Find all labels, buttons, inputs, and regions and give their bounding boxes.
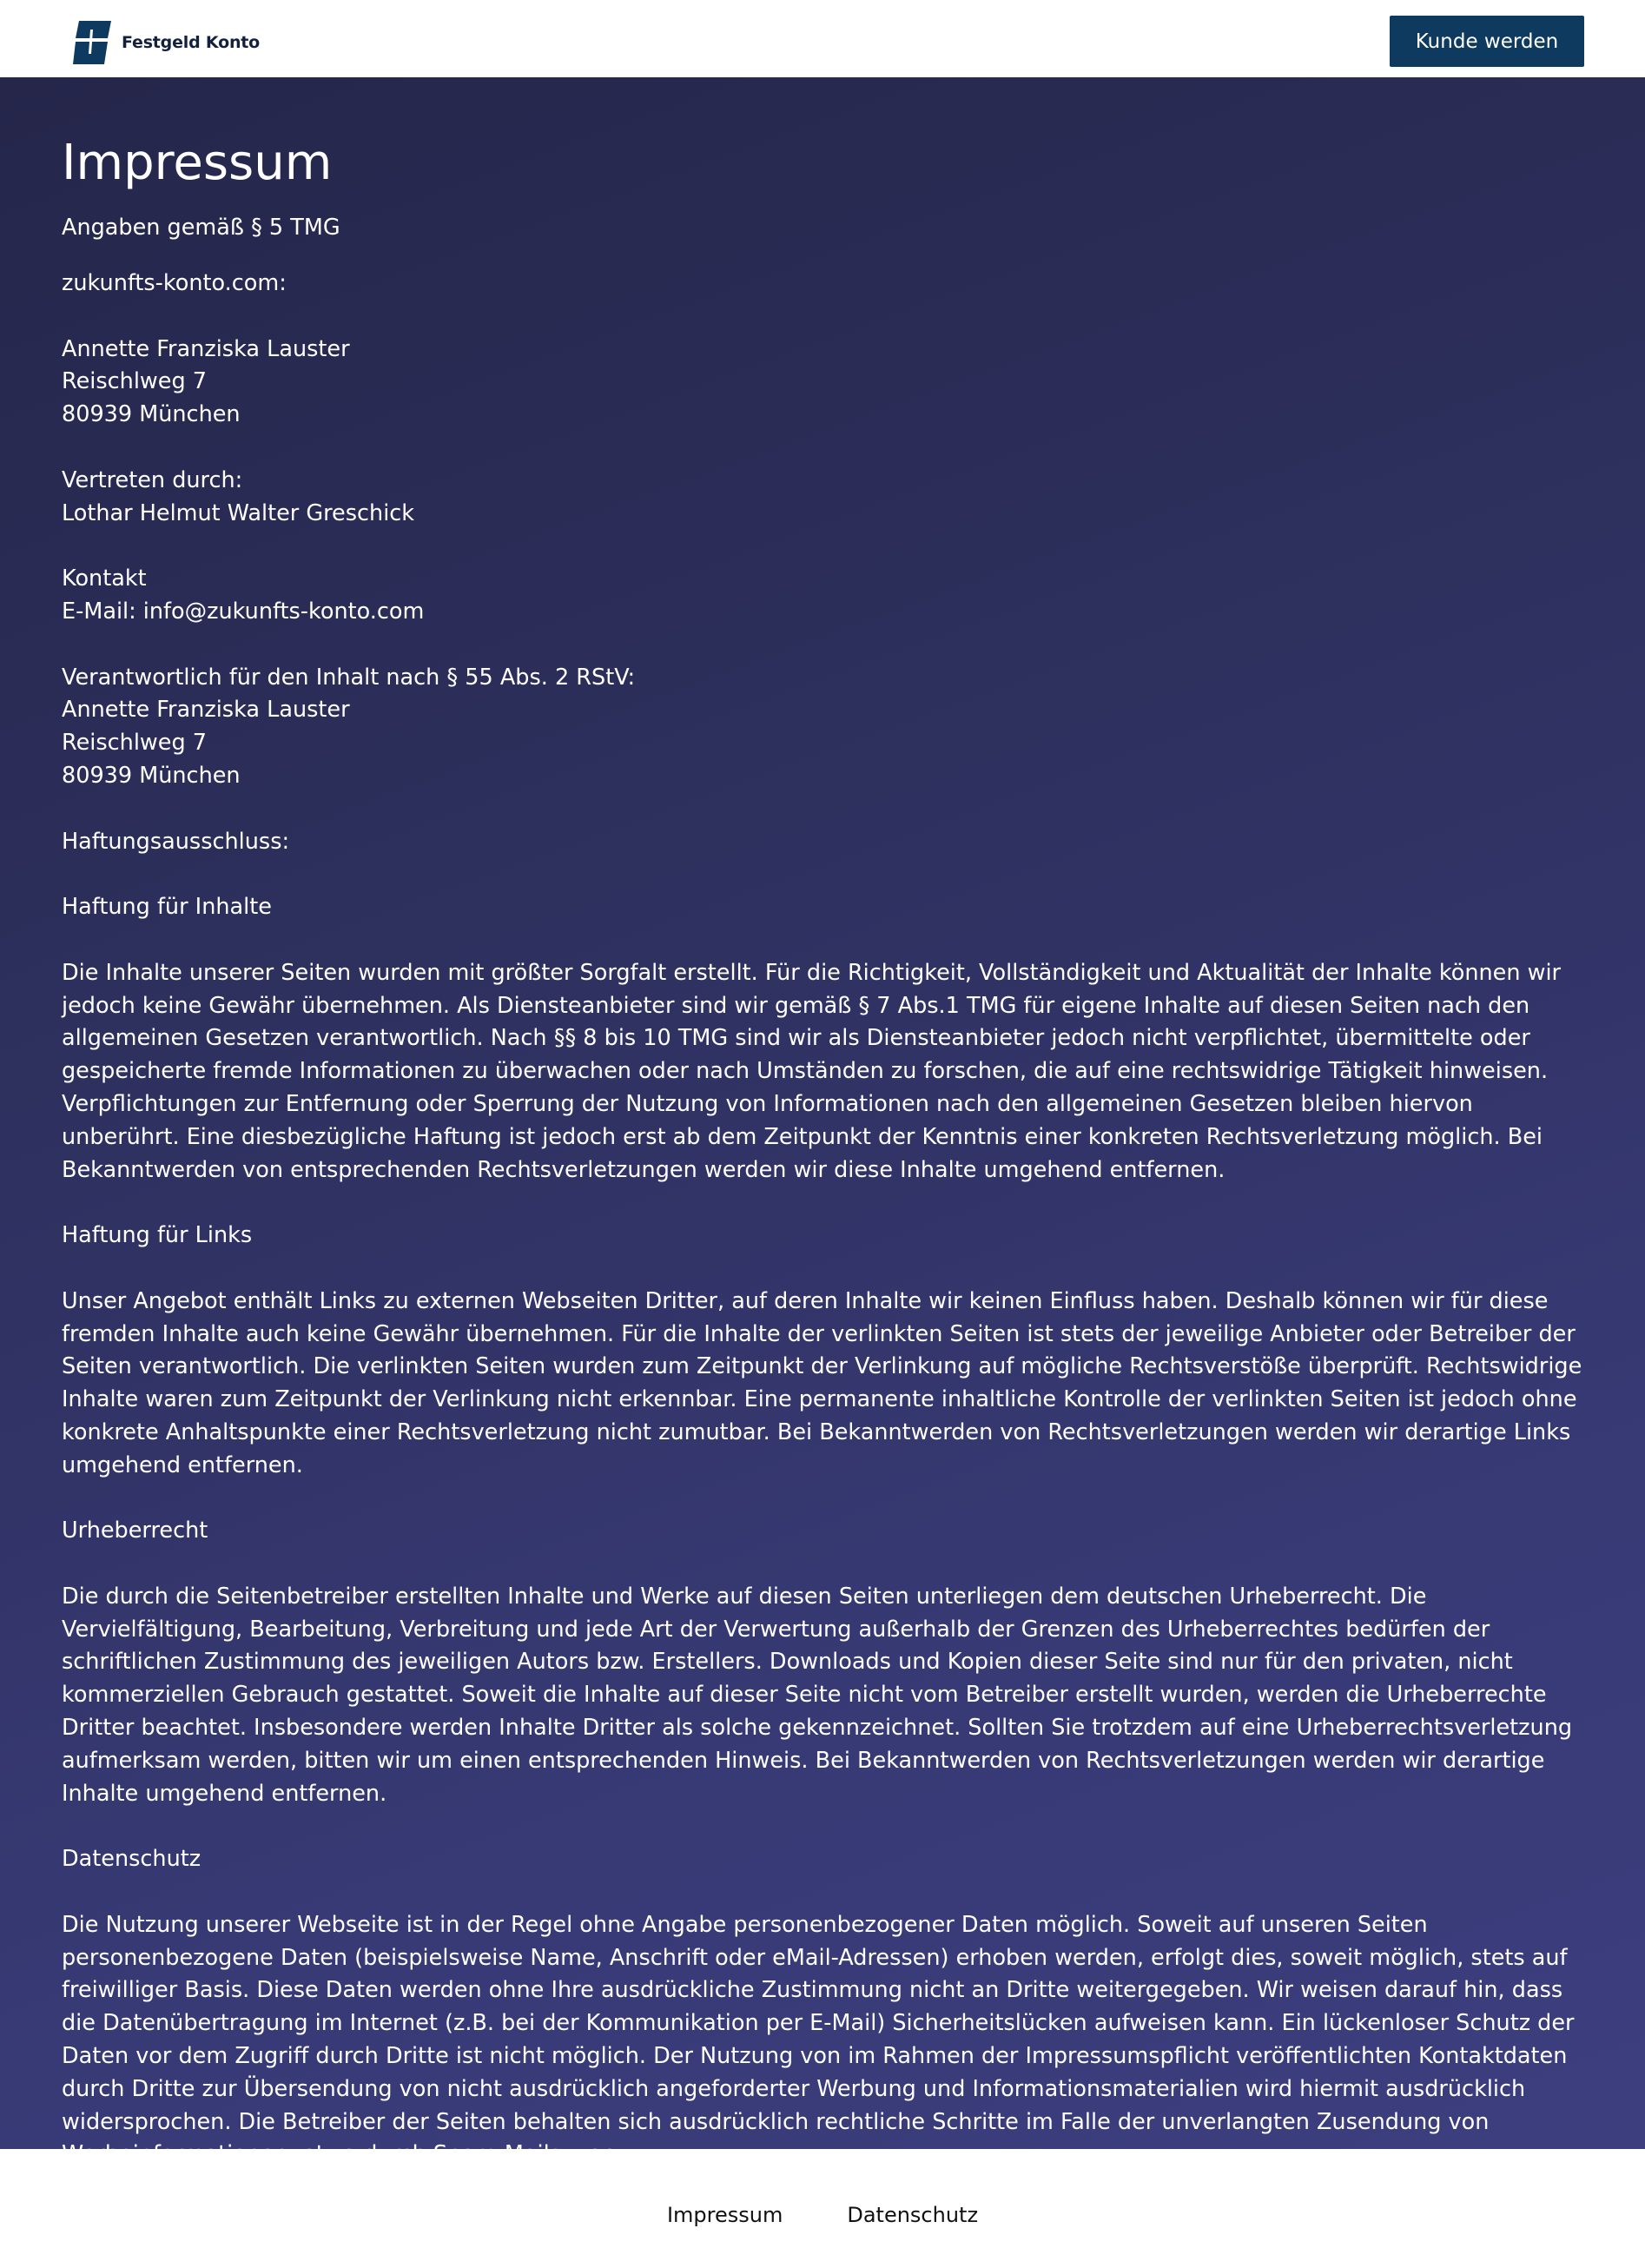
footer-nav (0, 2203, 1645, 2227)
squares-logo-icon (73, 21, 113, 64)
logo-text: Festgeld Konto (122, 33, 261, 52)
page-subtitle: Angaben gemäß § 5 TMG (62, 215, 340, 241)
footer (0, 2149, 1645, 2268)
imprint-body-text: zukunfts-konto.com: Annette Franziska Lauster Reischlweg 7 80939 München Vertreten durch: Lothar Helmut Walter Greschick Kontakt E-Mail: info@zukunfts-konto.com Verantwortlich für den Inhalt nach § 55 Abs. 2 RStV: Annette Franziska Lauster Reischlweg 7 80939 München Haftungsausschluss: Haftung für Inhalte Die Inhalte unserer Seiten wurden mit größter Sorgfalt erstellt. Für die Richtigkeit, Vollständigkeit und Aktualität der Inhalte können wir jedoch keine Gewähr übernehmen. Als Diensteanbieter sind wir gemäß § 7 Abs.1 TMG für eigene Inhalte auf diesen Seiten nach den allgemeinen Gesetzen verantwortlich. Nach §§ 8 bis 10 TMG sind wir als Diensteanbieter jedoch nicht verpflichtet, übermittelte oder gespeicherte fremde Informationen zu überwachen oder nach Umständen zu forschen, die auf eine rechtswidrige Tätigkeit hinweisen. Verpflichtungen zur Entfernung oder Sperrung der Nutzung von Informationen nach den allgemeinen Gesetzen bleiben hiervon unberührt. Eine diesbezügliche Haftung ist jedoch erst ab dem Zeitpunkt der Kenntnis einer konkreten Rechtsverletzung möglich. Bei Bekanntwerden von entsprechenden Rechtsverletzungen werden wir diese Inhalte umgehend entfernen. Haftung für Links Unser Angebot enthält Links zu externen Webseiten Dritter, auf deren Inhalte wir keinen Einfluss haben. Deshalb können wir für diese fremden Inhalte auch keine Gewähr übernehmen. Für die Inhalte der verlinkten Seiten ist stets der jeweilige Anbieter oder Betreiber der Seiten verantwortlich. Die verlinkten Seiten wurden zum Zeitpunkt der Verlinkung auf mögliche Rechtsverstöße überprüft. Rechtswidrige Inhalte waren zum Zeitpunkt der Verlinkung nicht erkennbar. Eine permanente inhaltliche Kontrolle der verlinkten Seiten ist jedoch ohne konkrete Anhaltspunkte einer Rechtsverletzung nicht zumutbar. Bei Bekanntwerden von Rechtsverletzungen werden wir derartige Links umgehend entfernen. Urheberrecht Die durch die Seitenbetreiber erstellten Inhalte und Werke auf diesen Seiten unterliegen dem deutschen Urheberrecht. Die Vervielfältigung, Bearbeitung, Verbreitung und jede Art der Verwertung außerhalb der Grenzen des Urheberrechtes bedürfen der schriftlichen Zustimmung des jeweiligen Autors bzw. Erstellers. Downloads und Kopien dieser Seite sind nur für den privaten, nicht kommerziellen Gebrauch gestattet. Soweit die Inhalte auf dieser Seite nicht vom Betreiber erstellt wurden, werden die Urheberrechte Dritter beachtet. Insbesondere werden Inhalte Dritter als solche gekennzeichnet. Sollten Sie trotzdem auf eine Urheberrechtsverletzung aufmerksam werden, bitten wir um einen entsprechenden Hinweis. Bei Bekanntwerden von Rechtsverletzungen werden wir derartige Inhalte umgehend entfernen. Datenschutz Die Nutzung unserer Webseite ist in der Regel ohne Angabe personenbezogener Daten möglich. Soweit auf unseren Seiten personenbezogene Daten (beispielsweise Name, Anschrift oder eMail-Adressen) erhoben werden, erfolgt dies, soweit möglich, stets auf freiwilliger Basis. Diese Daten werden ohne Ihre ausdrückliche Zustimmung nicht an Dritte weitergegeben. Wir weisen darauf hin, dass die Datenübertragung im Internet (z.B. bei der Kommunikation per E-Mail) Sicherheitslücken aufweisen kann. Ein lückenloser Schutz der Daten vor dem Zugriff durch Dritte ist nicht möglich. Der Nutzung von im Rahmen der Impressumspflicht veröffentlichten Kontaktdaten durch Dritte zur Übersendung von nicht ausdrücklich angeforderter Werbung und Informationsmaterialien wird hiermit ausdrücklich widersprochen. Die Betreiber der Seiten behalten sich ausdrücklich rechtliche Schritte im Falle der unverlangten Zusendung von (62, 270, 1582, 2135)
main-content (0, 77, 1645, 2149)
footer-link-datenschutz[interactable]: Datenschutz (847, 2203, 979, 2227)
page-title: Impressum (62, 135, 333, 191)
become-customer-button[interactable]: Kunde werden (1390, 16, 1584, 67)
top-navigation-bar (0, 0, 1645, 77)
footer-link-impressum[interactable]: Impressum (666, 2203, 783, 2227)
site-logo[interactable] (73, 21, 260, 64)
